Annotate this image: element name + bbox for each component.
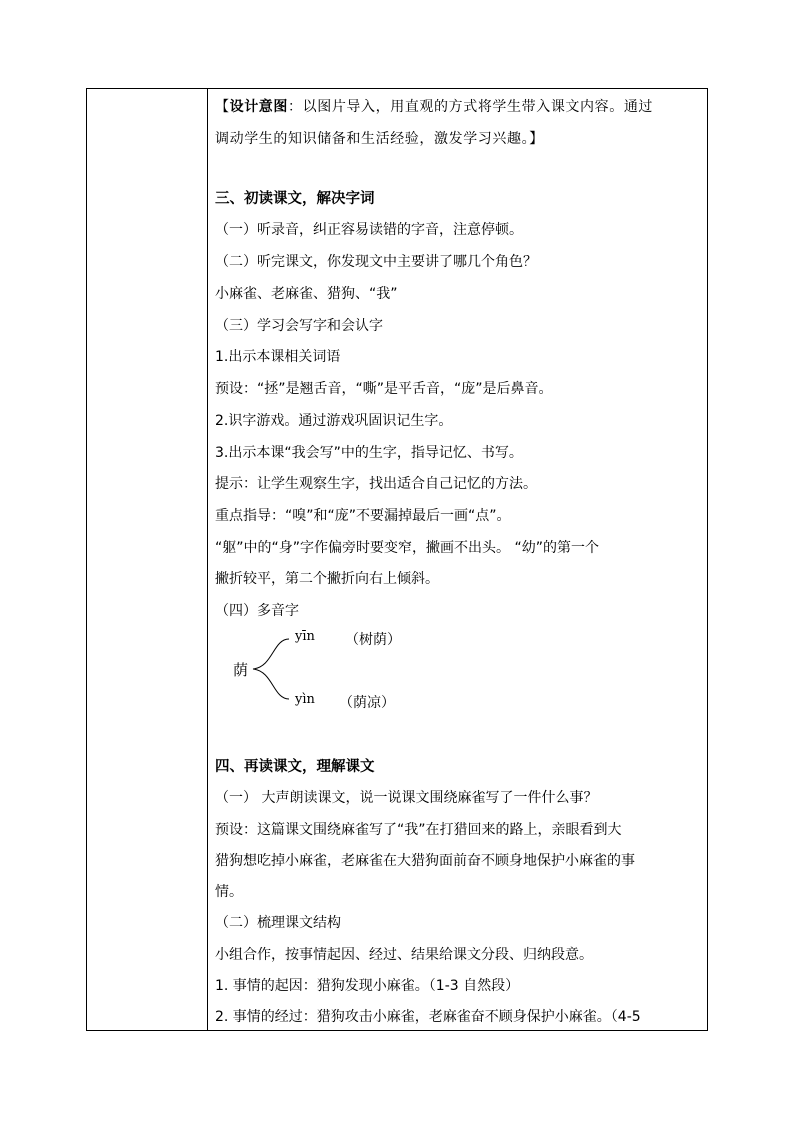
section-3-line: 提示：让学生观察生字，找出适合自己记忆的方法。: [215, 476, 537, 492]
section-4-line: 预设：这篇课文围绕麻雀写了“我”在打猎回来的路上，亲眼看到大: [215, 822, 622, 838]
section-4-line: （一） 大声朗读课文，说一说课文围绕麻雀写了一件什么事？: [215, 790, 598, 806]
section-3-line: （四）多音字: [215, 603, 299, 619]
section-3-line: 1.出示本课相关词语: [215, 349, 341, 365]
section-3-line: “躯”中的“身”字作偏旁时要变窄，撇画不出头。 “幼”的第一个: [215, 540, 599, 556]
section-4-line: （二）梳理课文结构: [215, 915, 341, 931]
section-3-line: （二）听完课文，你发现文中主要讲了哪几个角色？: [215, 254, 537, 270]
section-3-line: （三）学习会写字和会认字: [215, 318, 383, 334]
section-4-line: 2. 事情的经过：猎狗攻击小麻雀，老麻雀奋不顾身保护小麻雀。（4-5: [215, 1009, 641, 1025]
section-4-line: 1. 事情的起因：猎狗发现小麻雀。（1-3 自然段）: [215, 978, 520, 994]
brace-icon: [251, 637, 291, 701]
polyphone-word: （树荫）: [345, 632, 401, 648]
section-3-line: 2.识字游戏。通过游戏巩固识记生字。: [215, 413, 453, 429]
column-divider: [207, 89, 208, 1030]
section-4-line: 猎狗想吃掉小麻雀，老麻雀在大猎狗面前奋不顾身地保护小麻雀的事: [215, 853, 635, 869]
polyphone-word: （荫凉）: [339, 695, 395, 711]
section-3-line: 预设：“拯”是翘舌音，“嘶”是平舌音，“庞”是后鼻音。: [215, 381, 553, 397]
design-intent-line-2: 调动学生的知识储备和生活经验，激发学习兴趣。】: [215, 131, 544, 147]
polyphone-character: 荫: [233, 661, 249, 679]
design-intent-line-1: 【设计意图：以图片导入，用直观的方式将学生带入课文内容。通过: [215, 99, 654, 115]
section-3-heading: 三、初读课文，解决字词: [215, 191, 375, 207]
section-3-line: 小麻雀、老麻雀、猎狗、“我”: [215, 286, 398, 302]
section-4-line: 小组合作，按事情起因、经过、结果给课文分段、归纳段意。: [215, 947, 593, 963]
section-3-line: （一）听录音，纠正容易读错的字音，注意停顿。: [215, 222, 523, 238]
section-4-line: 情。: [215, 884, 243, 900]
lesson-plan-table: [86, 88, 708, 1031]
polyphone-pinyin: yīn: [295, 629, 315, 644]
design-intent-label: 设计意图: [229, 99, 289, 115]
section-4-heading: 四、再读课文，理解课文: [215, 759, 375, 775]
section-3-line: 3.出示本课“我会写”中的生字，指导记忆、书写。: [215, 445, 523, 461]
section-3-line: 重点指导：“嗅”和“庞”不要漏掉最后一画“点”。: [215, 508, 511, 524]
section-3-line: 撇折较平，第二个撇折向右上倾斜。: [215, 571, 439, 587]
polyphone-pinyin: yìn: [295, 692, 315, 707]
